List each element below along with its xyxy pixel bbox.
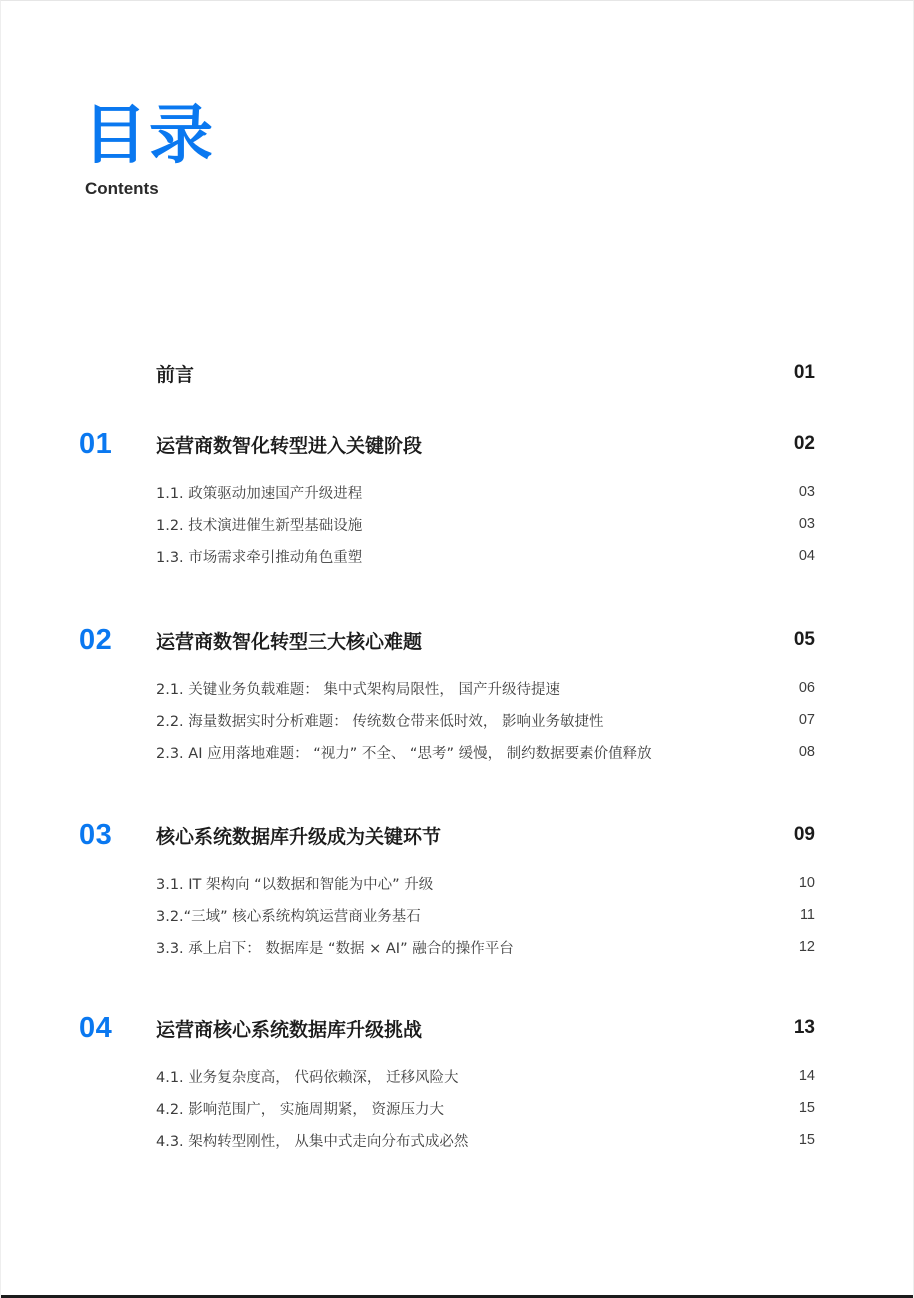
subitem-page: 15: [798, 1100, 815, 1116]
section-title: 运营商数智化转型进入关键阶段: [156, 434, 423, 457]
title-block: [83, 101, 215, 199]
section-page: 09: [793, 824, 815, 845]
section-title: 运营商核心系统数据库升级挑战: [156, 1018, 423, 1041]
subitem-label: 2.2. 海量数据实时分析难题： 传统数仓带来低时效， 影响业务敏捷性: [156, 713, 604, 730]
subitem-label: 4.1. 业务复杂度高， 代码依赖深， 迁移风险大: [156, 1069, 459, 1086]
toc-subitem[interactable]: [79, 508, 815, 540]
toc-subitem[interactable]: [79, 672, 815, 704]
toc-subitem[interactable]: [79, 1060, 815, 1092]
subitem-page: 15: [798, 1132, 815, 1148]
table-of-contents: [79, 356, 815, 1150]
subitem-page: 12: [798, 939, 815, 955]
subitem-page: 03: [798, 516, 815, 532]
subitem-label: 2.3. AI 应用落地难题： “视力” 不全、 “思考” 缓慢， 制约数据要素价值释放: [156, 745, 652, 762]
section-page: 13: [793, 1017, 815, 1038]
section-heading[interactable]: [79, 815, 815, 855]
subitem-label: 3.3. 承上启下： 数据库是 “数据 × AI” 融合的操作平台: [156, 940, 514, 957]
subitem-page: 14: [798, 1068, 815, 1084]
toc-preface-row[interactable]: [79, 356, 815, 390]
page-title: 目录: [83, 99, 215, 173]
section-heading[interactable]: [79, 1008, 815, 1048]
section-number: 03: [79, 818, 113, 851]
toc-subitem[interactable]: [79, 931, 815, 963]
section-page: 02: [793, 433, 815, 454]
section-number: 02: [79, 623, 113, 656]
preface-label: 前言: [156, 363, 195, 386]
toc-section-03: [79, 815, 815, 963]
toc-subitem[interactable]: [79, 867, 815, 899]
section-number: 01: [79, 427, 113, 460]
toc-subitem[interactable]: [79, 1092, 815, 1124]
preface-page: 01: [793, 362, 815, 383]
section-heading[interactable]: [79, 620, 815, 660]
subitem-label: 3.2.“三域” 核心系统构筑运营商业务基石: [156, 908, 421, 925]
section-title: 核心系统数据库升级成为关键环节: [156, 825, 442, 848]
subitem-label: 4.2. 影响范围广， 实施周期紧， 资源压力大: [156, 1101, 444, 1118]
toc-subitem[interactable]: [79, 899, 815, 931]
subitem-page: 03: [798, 484, 815, 500]
toc-subitem[interactable]: [79, 540, 815, 572]
toc-subitem[interactable]: [79, 1124, 815, 1156]
subitem-label: 4.3. 架构转型刚性， 从集中式走向分布式成必然: [156, 1133, 469, 1150]
toc-subitem[interactable]: [79, 476, 815, 508]
section-number: 04: [79, 1011, 113, 1044]
subitem-page: 07: [798, 712, 815, 728]
subitem-page: 04: [798, 548, 815, 564]
toc-section-01: [79, 424, 815, 572]
section-page: 05: [793, 629, 815, 650]
toc-section-04: [79, 1008, 815, 1156]
subitem-page: 08: [798, 744, 815, 760]
toc-section-02: [79, 620, 815, 768]
subitem-label: 1.3. 市场需求牵引推动角色重塑: [156, 549, 363, 566]
subitem-page: 10: [798, 875, 815, 891]
subitem-label: 3.1. IT 架构向 “以数据和智能为中心” 升级: [156, 876, 434, 893]
subitem-label: 1.2. 技术演进催生新型基础设施: [156, 517, 363, 534]
subitem-page: 11: [799, 907, 815, 923]
toc-subitem[interactable]: [79, 704, 815, 736]
page-subtitle: Contents: [85, 179, 159, 198]
subitem-label: 2.1. 关键业务负载难题： 集中式架构局限性， 国产升级待提速: [156, 681, 560, 698]
section-title: 运营商数智化转型三大核心难题: [156, 630, 423, 653]
section-heading[interactable]: [79, 424, 815, 464]
toc-subitem[interactable]: [79, 736, 815, 768]
subitem-label: 1.1. 政策驱动加速国产升级进程: [156, 485, 363, 502]
subitem-page: 06: [798, 680, 815, 696]
